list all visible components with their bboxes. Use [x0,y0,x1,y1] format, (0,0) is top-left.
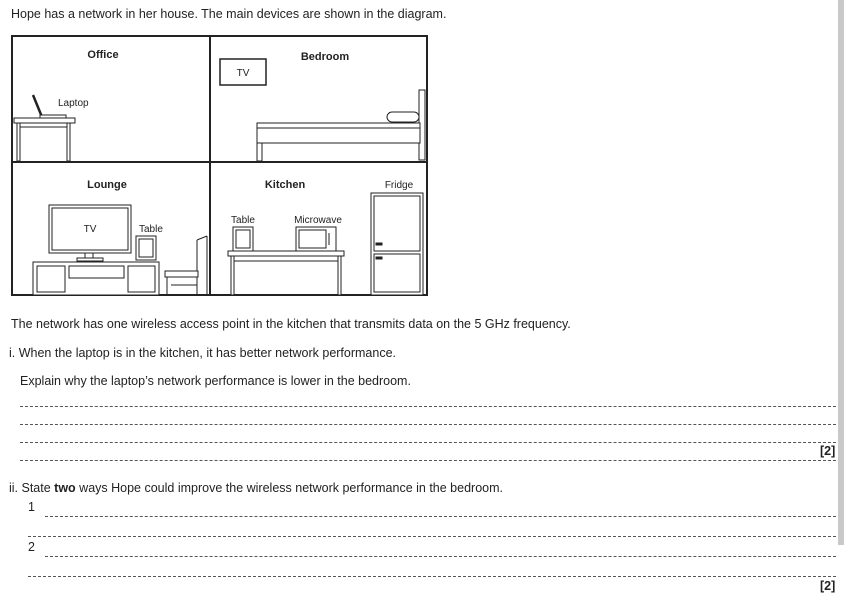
device-label-lounge-tv: TV [83,224,97,235]
device-label-kitchen-table: Table [231,215,255,226]
part-i-prefix: i. When the laptop is in the kitchen, it has better network performance. [9,346,397,360]
fridge-icon [371,193,423,295]
part-i-marks: [2] [820,444,836,458]
lounge-table-icon [136,236,156,260]
device-label-fridge: Fridge [384,180,414,191]
part-ii-marks: [2] [820,579,836,593]
part-ii-emphasis: two [54,481,76,495]
answer-line-i-3[interactable] [20,442,836,443]
scrollbar[interactable] [838,0,844,545]
answer-line-ii-1a[interactable] [45,516,836,517]
answer-line-i-4[interactable] [20,460,836,461]
answer-line-i-2[interactable] [20,424,836,425]
answer-number-1: 1 [28,500,35,514]
device-label-lounge-table: Table [139,224,163,235]
device-label-microwave: Microwave [294,215,342,226]
room-label-office: Office [87,49,119,61]
kitchen-table-icon [233,227,253,251]
part-i-instruction: Explain why the laptop’s network performance is lower in the bedroom. [20,374,411,388]
room-label-kitchen: Kitchen [264,179,306,191]
room-label-lounge: Lounge [87,179,127,191]
part-ii-prompt [9,482,503,495]
answer-line-ii-2a[interactable] [45,556,836,557]
device-label-bedroom-tv: TV [236,68,250,79]
network-statement: The network has one wireless access point in the kitchen that transmits data on the 5 GHz frequency. [11,317,571,331]
part-ii-post: ways Hope could improve the wireless network performance in the bedroom. [75,481,503,495]
room-label-bedroom: Bedroom [300,51,350,63]
answer-line-ii-1b[interactable] [28,536,836,537]
intro-text: Hope has a network in her house. The main devices are shown in the diagram. [11,7,447,21]
house-diagram [11,35,431,299]
device-label-laptop: Laptop [58,98,89,109]
answer-line-i-1[interactable] [20,406,836,407]
part-ii-pre: ii. State [9,481,55,495]
answer-line-ii-2b[interactable] [28,576,836,577]
tv-cabinet-icon [33,262,159,295]
answer-number-2: 2 [28,540,35,554]
microwave-icon [296,227,336,251]
